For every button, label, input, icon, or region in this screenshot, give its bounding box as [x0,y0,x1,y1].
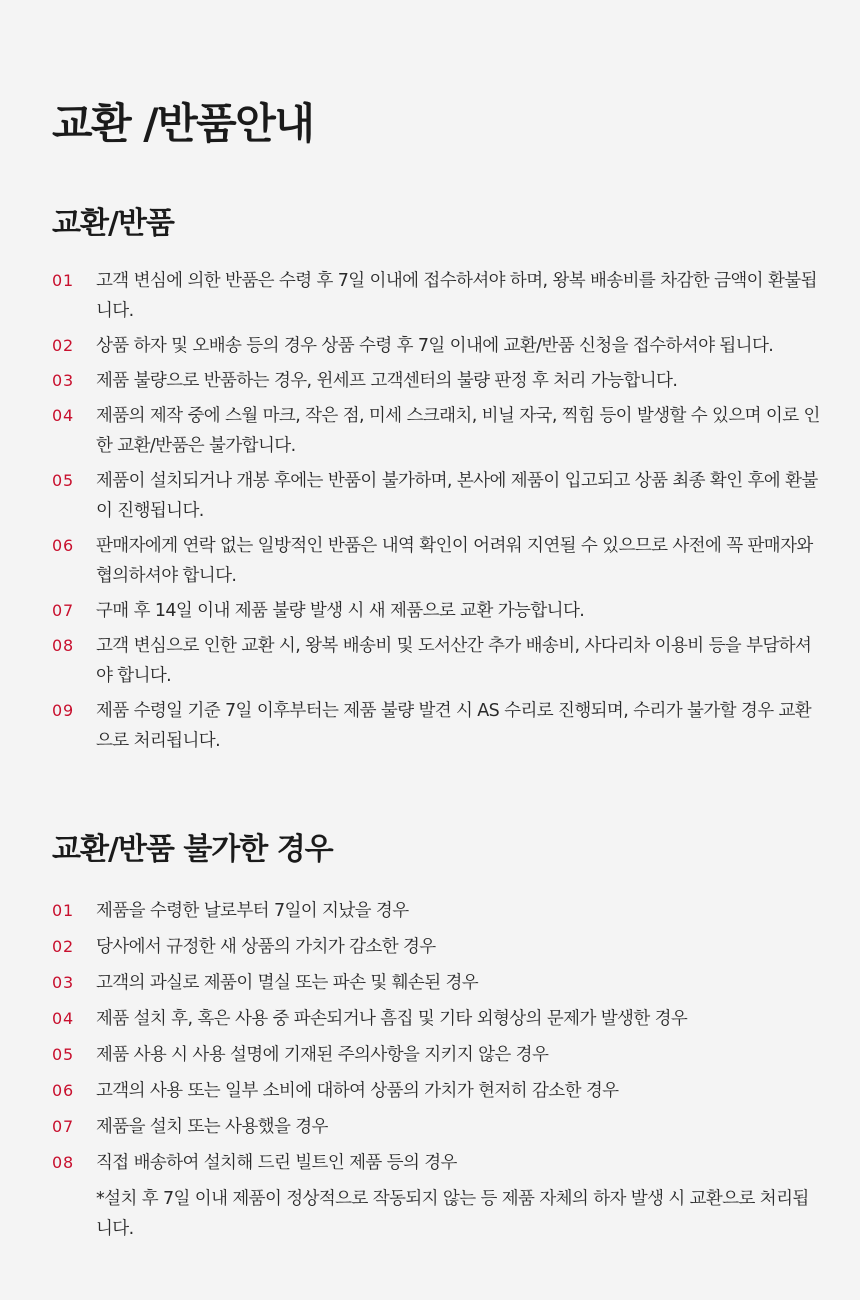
list-item [52,596,822,626]
item-text: 고객의 사용 또는 일부 소비에 대하여 상품의 가치가 현저히 감소한 경우 [96,1081,619,1101]
item-number: 07 [52,1117,74,1136]
item-number: 03 [52,973,74,992]
item-number: 03 [52,371,74,390]
list-item [52,896,822,926]
item-text: 제품 불량으로 반품하는 경우, 윈세프 고객센터의 불량 판정 후 처리 가능합니다. [96,371,678,391]
list-item [52,932,822,962]
section-title-not-allowed: 교환/반품 불가한 경우 [52,832,333,867]
item-note: *설치 후 7일 이내 제품이 정상적으로 작동되지 않는 등 제품 자체의 하자 발생 시 교환으로 처리됩니다. [96,1189,809,1239]
item-number: 07 [52,601,74,620]
list-item [52,1076,822,1106]
item-number: 08 [52,636,74,655]
list-item [52,1112,822,1142]
item-number: 02 [52,937,74,956]
item-number: 05 [52,1045,74,1064]
returns-list [52,266,822,761]
list-item [52,631,822,691]
item-text: 직접 배송하여 설치해 드린 빌트인 제품 등의 경우 [96,1153,457,1173]
list-item [52,266,822,326]
item-text: 판매자에게 연락 없는 일방적인 반품은 내역 확인이 어려워 지연될 수 있으므로 사전에 꼭 판매자와 협의하셔야 합니다. [96,536,813,586]
item-text: 제품 사용 시 사용 설명에 기재된 주의사항을 지키지 않은 경우 [96,1045,549,1065]
list-item [52,968,822,998]
item-number: 06 [52,536,74,555]
item-text: 제품이 설치되거나 개봉 후에는 반품이 불가하며, 본사에 제품이 입고되고 상품 최종 확인 후에 환불이 진행됩니다. [96,471,818,521]
item-number: 01 [52,901,74,920]
item-number: 08 [52,1153,74,1172]
item-number: 04 [52,406,74,425]
item-text: 고객 변심에 의한 반품은 수령 후 7일 이내에 접수하셔야 하며, 왕복 배송비를 차감한 금액이 환불됩니다. [96,271,817,321]
item-text: 고객의 과실로 제품이 멸실 또는 파손 및 훼손된 경우 [96,973,479,993]
list-item [52,696,822,756]
item-text: 제품을 수령한 날로부터 7일이 지났을 경우 [96,901,409,921]
item-number: 09 [52,701,74,720]
item-text: 당사에서 규정한 새 상품의 가치가 감소한 경우 [96,937,436,957]
item-text: 제품 설치 후, 혹은 사용 중 파손되거나 흠집 및 기타 외형상의 문제가 발생한 경우 [96,1009,688,1029]
list-item [52,466,822,526]
item-number: 01 [52,271,74,290]
item-number: 05 [52,471,74,490]
item-number: 04 [52,1009,74,1028]
item-text: 제품 수령일 기준 7일 이후부터는 제품 불량 발견 시 AS 수리로 진행되며, 수리가 불가할 경우 교환으로 처리됩니다. [96,701,812,751]
list-item [52,1004,822,1034]
list-item [52,1148,822,1244]
list-item [52,531,822,591]
page-title: 교환 /반품안내 [52,99,314,148]
list-item [52,366,822,396]
item-number: 02 [52,336,74,355]
item-text: 고객 변심으로 인한 교환 시, 왕복 배송비 및 도서산간 추가 배송비, 사다리차 이용비 등을 부담하셔야 합니다. [96,636,812,686]
item-text: 제품을 설치 또는 사용했을 경우 [96,1117,328,1137]
item-number: 06 [52,1081,74,1100]
list-item [52,1040,822,1070]
section-title-returns: 교환/반품 [52,206,174,241]
item-text: 상품 하자 및 오배송 등의 경우 상품 수령 후 7일 이내에 교환/반품 신청을 접수하셔야 됩니다. [96,336,774,356]
list-item [52,401,822,461]
item-text: 제품의 제작 중에 스월 마크, 작은 점, 미세 스크래치, 비닐 자국, 찍힘 등이 발생할 수 있으며 이로 인한 교환/반품은 불가합니다. [96,406,820,456]
item-text: 구매 후 14일 이내 제품 불량 발생 시 새 제품으로 교환 가능합니다. [96,601,585,621]
list-item [52,331,822,361]
not-allowed-list [52,896,822,1250]
